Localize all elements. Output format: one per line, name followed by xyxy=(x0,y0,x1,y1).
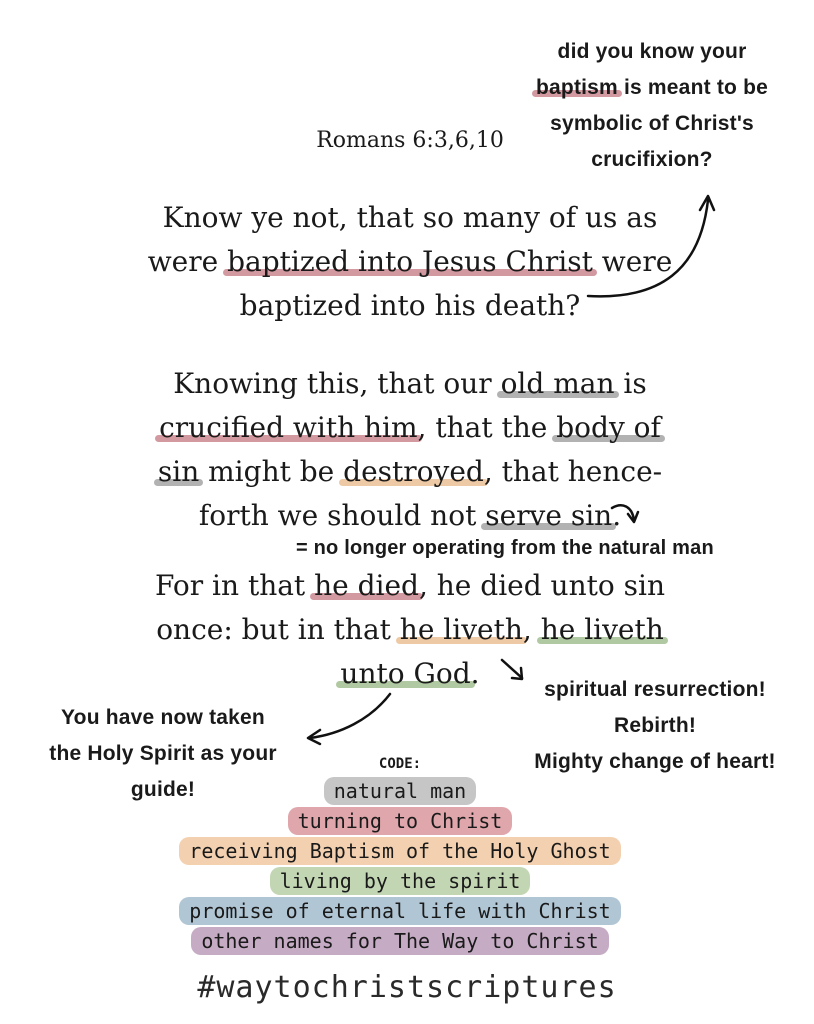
verse-romans-6-6 xyxy=(120,362,700,538)
highlight-baptism-holy-ghost: destroyed xyxy=(343,455,484,488)
highlight-natural-man: body of xyxy=(556,411,661,444)
scripture-reference: Romans 6:3,6,10 xyxy=(316,128,504,153)
highlight-baptism-holy-ghost: he liveth xyxy=(399,613,523,646)
verse-text: For in that xyxy=(155,569,315,602)
verse-line: baptized into his death? xyxy=(239,289,581,322)
highlight-natural-man: old man xyxy=(500,367,615,400)
verse-text: . xyxy=(612,499,622,532)
verse-text: Knowing this, that our xyxy=(173,367,501,400)
verse-text: might be xyxy=(199,455,344,488)
verse-text: were xyxy=(147,245,228,278)
note-line: Rebirth! xyxy=(613,714,697,737)
verse-text: forth we should not xyxy=(198,499,486,532)
legend-item-living-by-spirit: living by the spirit xyxy=(270,867,531,895)
note-line xyxy=(512,70,792,106)
highlight-turning-to-christ: baptized into Jesus Christ xyxy=(227,245,593,278)
arrow-unto-god-left xyxy=(310,694,390,738)
verse-text: were xyxy=(592,245,673,278)
verse-text: once: but in that xyxy=(156,613,400,646)
highlight-living-by-spirit: unto God xyxy=(340,657,471,690)
note-line: crucifixion? xyxy=(591,148,713,171)
verse-text: is xyxy=(614,367,647,400)
verse-text: , that hence- xyxy=(483,455,663,488)
note-text: is meant to be xyxy=(623,76,768,99)
highlight-natural-man: sin xyxy=(157,455,200,488)
code-legend xyxy=(130,774,670,954)
highlight-turning-to-christ: he died xyxy=(314,569,419,602)
note-baptism-symbolic xyxy=(512,34,792,178)
verse-text: . xyxy=(470,657,480,690)
verse-text: , that the xyxy=(417,411,557,444)
code-legend-title: CODE: xyxy=(378,756,422,772)
verse-line: Know ye not, that so many of us as xyxy=(162,201,658,234)
hashtag: #waytochristscriptures xyxy=(197,970,617,1005)
verse-romans-6-3 xyxy=(120,196,700,328)
legend-item-way-to-christ: other names for The Way to Christ xyxy=(191,927,608,955)
highlight-living-by-spirit: he liveth xyxy=(540,613,664,646)
note-line: Mighty change of heart! xyxy=(534,750,776,773)
verse-line xyxy=(120,450,700,494)
highlight-turning-to-christ: crucified with him xyxy=(159,411,418,444)
verse-text: , he died unto sin xyxy=(418,569,665,602)
note-highlight-baptism: baptism xyxy=(536,76,618,99)
verse-text: , xyxy=(522,613,541,646)
note-line: spiritual resurrection! xyxy=(544,678,766,701)
note-line: symbolic of Christ's xyxy=(550,112,754,135)
note-line: the Holy Spirit as your xyxy=(49,742,277,765)
verse-line xyxy=(120,608,700,652)
note-resurrection xyxy=(505,672,805,780)
note-natural-man: = no longer operating from the natural man xyxy=(296,537,714,559)
legend-item-turning-to-christ: turning to Christ xyxy=(288,807,513,835)
legend-item-baptism-holy-ghost: receiving Baptism of the Holy Ghost xyxy=(179,837,620,865)
legend-item-natural-man: natural man xyxy=(324,777,476,805)
note-line: guide! xyxy=(130,778,196,801)
verse-line xyxy=(120,362,700,406)
verse-line xyxy=(120,406,700,450)
verse-line xyxy=(120,240,700,284)
note-line: You have now taken xyxy=(61,706,265,729)
note-line: did you know your xyxy=(557,40,747,63)
verse-line xyxy=(120,564,700,608)
highlight-natural-man: serve sin xyxy=(485,499,613,532)
legend-item-eternal-life: promise of eternal life with Christ xyxy=(179,897,620,925)
